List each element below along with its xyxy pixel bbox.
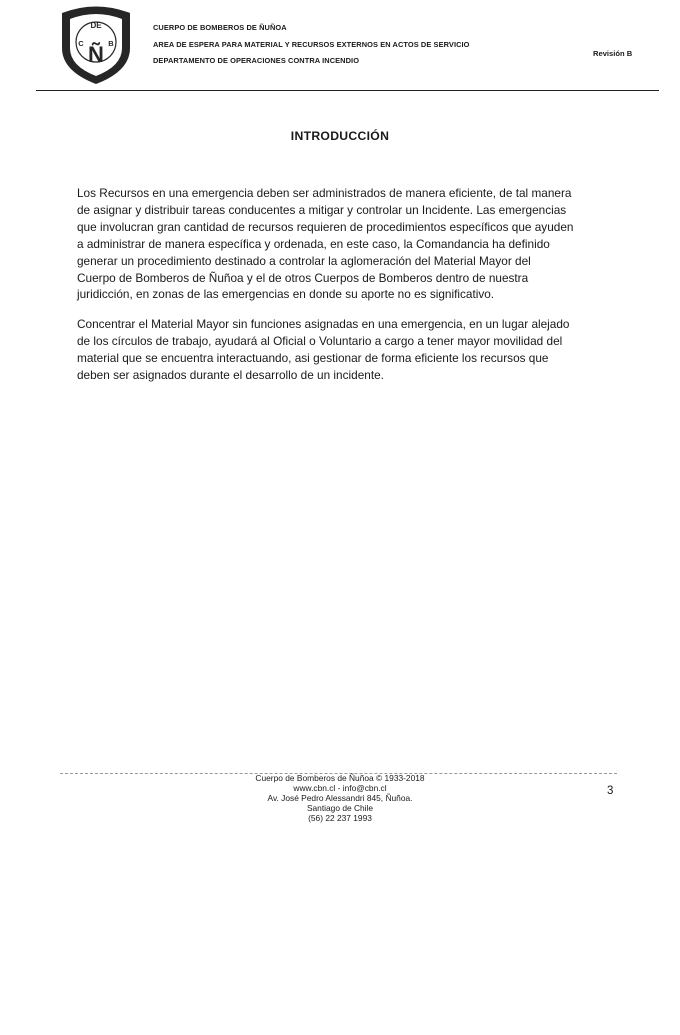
footer-web-email: www.cbn.cl - info@cbn.cl (293, 782, 387, 793)
page-number: 3 (607, 785, 614, 797)
paragraph-line: a administrar de manera específica y ordenada, en este caso, la Comandancia ha definido (77, 236, 550, 251)
header-line-document-title: AREA DE ESPERA PARA MATERIAL Y RECURSOS EXTERNOS EN ACTOS DE SERVICIO (153, 39, 470, 49)
paragraph-line: material que se encuentra interactuando, asi gestionar de forma eficiente los recursos que (77, 350, 549, 365)
footer-address: Av. José Pedro Alessandri 845, Ñuñoa. (267, 792, 413, 803)
paragraph-line: de asignar y distribuir tareas conducentes a mitigar y controlar un Incidente. Las emergencias (77, 202, 567, 217)
footer-phone: (56) 22 237 1993 (308, 812, 372, 823)
logo (58, 4, 134, 86)
section-title: INTRODUCCIÓN (290, 129, 390, 143)
paragraph-line: de los círculos de trabajo, ayudará al Oficial o Voluntario a cargo a tener mayor movilidad del (77, 333, 563, 348)
logo-letter-center: Ñ (88, 42, 104, 67)
paragraph-line: Los Recursos en una emergencia deben ser administrados de manera eficiente, de tal manera (77, 186, 572, 200)
paragraph-line: Concentrar el Material Mayor sin funciones asignadas en una emergencia, en un lugar alejado (77, 317, 570, 331)
footer-city: Santiago de Chile (306, 802, 374, 813)
header-line-organization: CUERPO DE BOMBEROS DE ÑUÑOA (153, 23, 287, 32)
footer (0, 774, 680, 824)
paragraph-line: generar un procedimiento destinado a controlar la aglomeración del Material Mayor del (77, 253, 531, 268)
paragraph-line: juridicción, en zonas de las emergencias en donde su aporte no es significativo. (77, 287, 495, 302)
paragraph-2 (77, 316, 570, 384)
header-divider (36, 90, 659, 91)
header-line-department: DEPARTAMENTO DE OPERACIONES CONTRA INCENDIO (153, 56, 360, 65)
logo-letters-top: DE (90, 21, 102, 30)
footer-copyright: Cuerpo de Bomberos de Ñuñoa © 1933-2018 (255, 773, 425, 783)
logo-letter-left: C (78, 39, 84, 48)
paragraph-line: deben ser asignados durante el desarrollo de un incidente. (77, 367, 384, 382)
header-text (153, 20, 470, 70)
fire-department-shield-icon (58, 4, 134, 86)
paragraph-line: Cuerpo de Bomberos de Ñuñoa y el de otros Cuerpos de Bomberos dentro de nuestra (77, 270, 529, 285)
revision-label: Revisión B (593, 49, 633, 58)
logo-letter-right: B (108, 39, 114, 48)
paragraph-line: que involucran gran cantidad de recursos requieren de procedimientos específicos que ayuden (77, 219, 574, 234)
paragraph-1 (77, 185, 573, 303)
